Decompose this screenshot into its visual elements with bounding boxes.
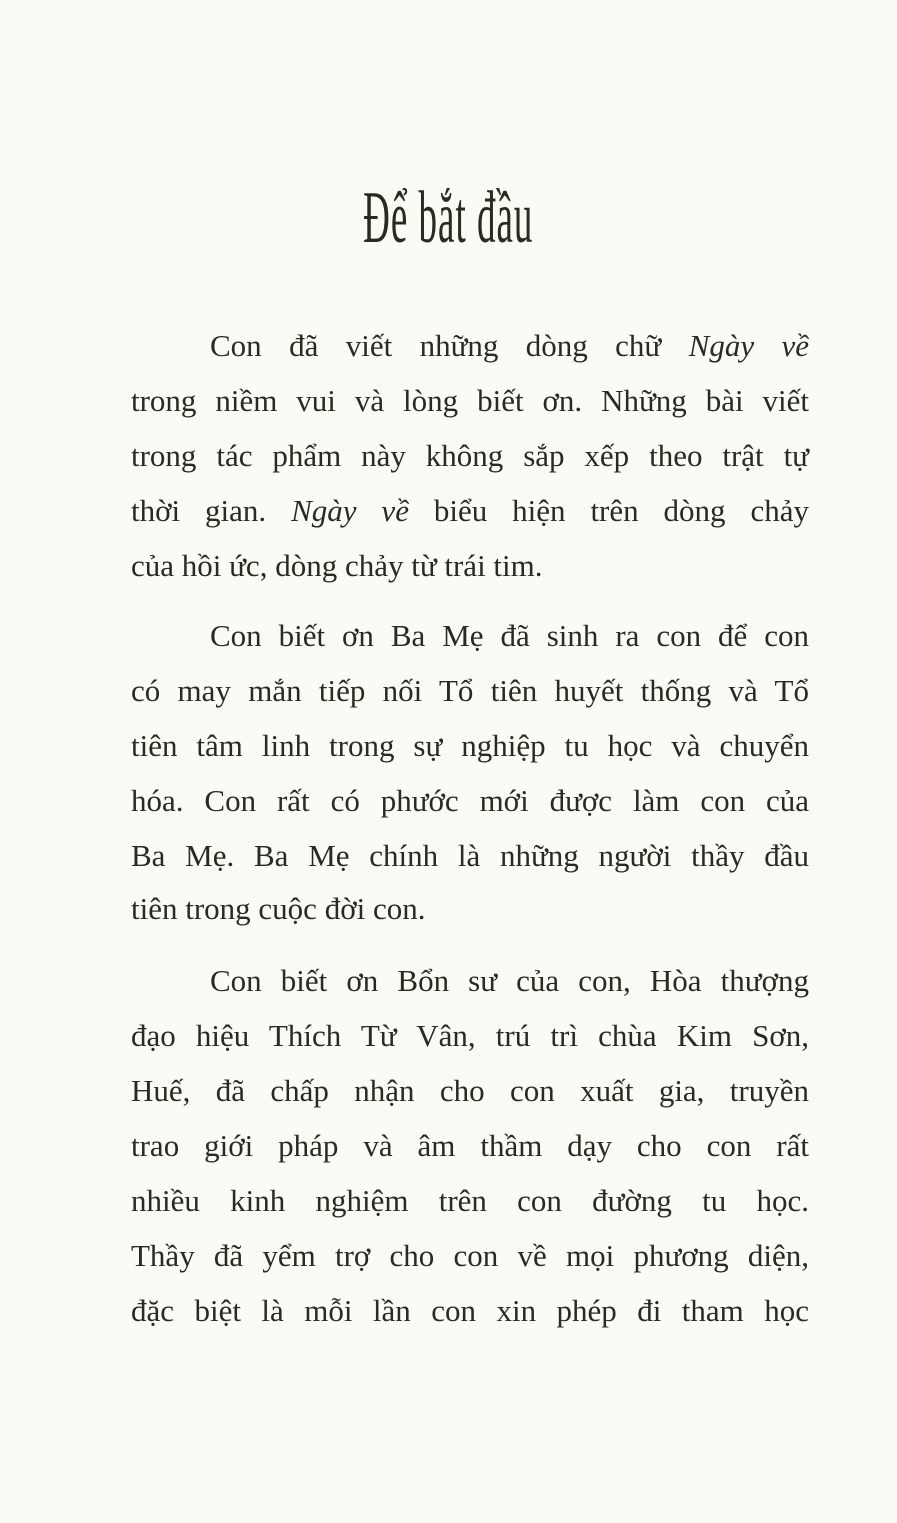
text-line <box>131 1236 809 1276</box>
text-segment: trong niềm vui và lòng biết ơn. Những bài viết <box>131 383 809 418</box>
text-segment: tiên trong cuộc đời con. <box>131 891 426 926</box>
text-segment: Thầy đã yểm trợ cho con về mọi phương diện, <box>131 1238 809 1273</box>
text-line <box>131 1181 809 1221</box>
text-segment: hóa. Con rất có phước mới được làm con của <box>131 783 809 818</box>
page-title <box>0 178 897 258</box>
italic-book-title: Ngày về <box>291 493 409 528</box>
text-segment: của hồi ức, dòng chảy từ trái tim. <box>131 548 543 583</box>
text-segment: Con biết ơn Bổn sư của con, Hòa thượng <box>210 963 809 998</box>
text-line <box>210 326 809 366</box>
text-line <box>131 381 809 421</box>
text-segment: tiên tâm linh trong sự nghiệp tu học và chuyển <box>131 728 809 763</box>
text-segment: trong tác phẩm này không sắp xếp theo trật tự <box>131 438 809 473</box>
text-line <box>131 491 809 531</box>
text-line <box>210 961 809 1001</box>
text-segment: biểu hiện trên dòng chảy <box>408 493 809 528</box>
text-line <box>131 546 809 586</box>
text-line <box>131 1016 809 1056</box>
text-line <box>131 1071 809 1111</box>
text-segment: thời gian. <box>131 493 292 528</box>
text-segment: nhiều kinh nghiệm trên con đường tu học. <box>131 1183 809 1218</box>
text-line <box>131 726 809 766</box>
italic-book-title: Ngày về <box>688 328 809 363</box>
text-segment: Huế, đã chấp nhận cho con xuất gia, truyền <box>131 1073 809 1108</box>
text-segment: Ba Mẹ. Ba Mẹ chính là những người thầy đầu <box>131 838 809 873</box>
text-segment: có may mắn tiếp nối Tổ tiên huyết thống và Tổ <box>131 673 809 708</box>
text-segment: đặc biệt là mỗi lần con xin phép đi tham học <box>131 1293 809 1328</box>
text-segment: trao giới pháp và âm thầm dạy cho con rất <box>131 1128 809 1163</box>
text-line <box>131 781 809 821</box>
text-line <box>131 889 809 929</box>
text-line <box>210 616 809 656</box>
text-line <box>131 836 809 876</box>
title-text: Để bắt đầu <box>363 177 534 259</box>
text-segment: đạo hiệu Thích Từ Vân, trú trì chùa Kim Sơn, <box>131 1018 809 1053</box>
text-segment: Con biết ơn Ba Mẹ đã sinh ra con để con <box>210 618 809 653</box>
text-line <box>131 1126 809 1166</box>
text-line <box>131 436 809 476</box>
text-line <box>131 671 809 711</box>
text-segment: Con đã viết những dòng chữ <box>210 328 689 363</box>
text-line <box>131 1291 809 1331</box>
